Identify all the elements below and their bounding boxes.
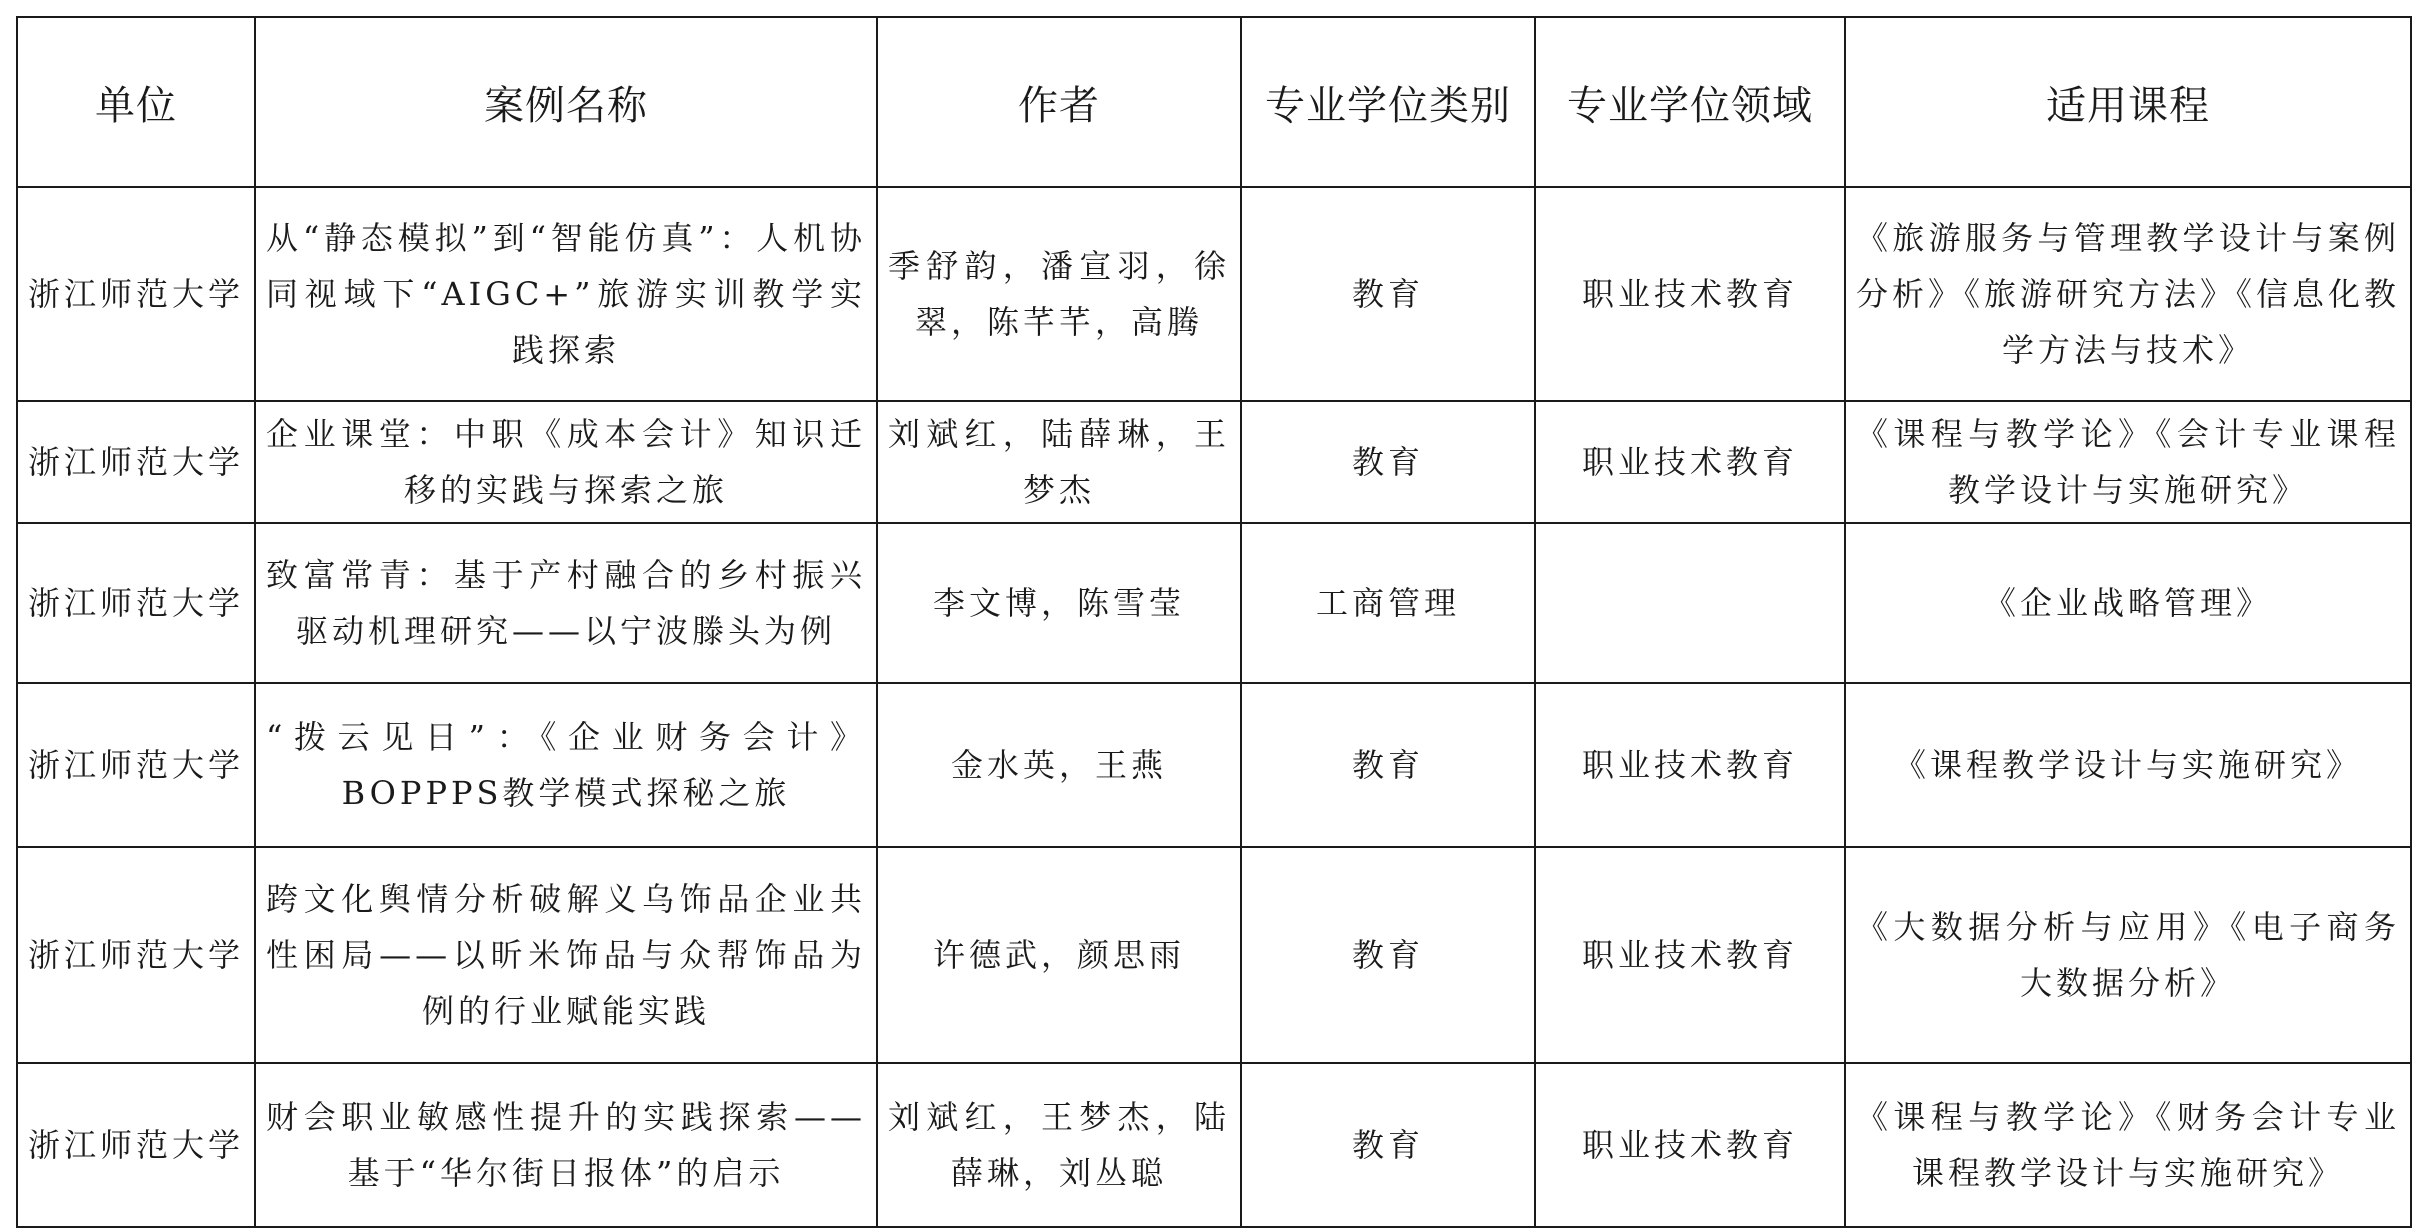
table-row [17,847,2411,1063]
author-cell: 刘斌红，王梦杰，陆薛琳，刘丛聪 [877,1063,1241,1227]
degree-field-cell: 职业技术教育 [1535,401,1845,523]
table-row [17,683,2411,847]
case-title-cell: 致富常青：基于产村融合的乡村振兴驱动机理研究——以宁波滕头为例 [255,523,877,683]
header-category: 专业学位类别 [1241,17,1535,187]
table-row [17,187,2411,401]
unit-cell: 浙江师范大学 [17,187,255,401]
header-row [17,17,2411,187]
author-cell: 季舒韵，潘宣羽，徐翠，陈芊芊，高腾 [877,187,1241,401]
degree-category-cell: 教育 [1241,1063,1535,1227]
table-row [17,523,2411,683]
author-cell: 李文博，陈雪莹 [877,523,1241,683]
author-cell: 金水英，王燕 [877,683,1241,847]
unit-cell: 浙江师范大学 [17,1063,255,1227]
course-cell: 《课程教学设计与实施研究》 [1845,683,2411,847]
degree-category-cell: 教育 [1241,187,1535,401]
case-title-cell: 跨文化舆情分析破解义乌饰品企业共性困局——以昕米饰品与众帮饰品为例的行业赋能实践 [255,847,877,1063]
course-cell: 《课程与教学论》《财务会计专业课程教学设计与实施研究》 [1845,1063,2411,1227]
table-row [17,401,2411,523]
header-author: 作者 [877,17,1241,187]
case-table [16,16,2412,1228]
degree-field-cell: 职业技术教育 [1535,187,1845,401]
author-cell: 许德武，颜思雨 [877,847,1241,1063]
course-cell: 《课程与教学论》《会计专业课程教学设计与实施研究》 [1845,401,2411,523]
degree-field-cell: 职业技术教育 [1535,683,1845,847]
degree-category-cell: 教育 [1241,401,1535,523]
header-title: 案例名称 [255,17,877,187]
header-course: 适用课程 [1845,17,2411,187]
degree-field-cell: 职业技术教育 [1535,1063,1845,1227]
course-cell: 《大数据分析与应用》《电子商务大数据分析》 [1845,847,2411,1063]
header-unit: 单位 [17,17,255,187]
case-title-cell: 从“静态模拟”到“智能仿真”：人机协同视域下“AIGC+”旅游实训教学实践探索 [255,187,877,401]
unit-cell: 浙江师范大学 [17,683,255,847]
unit-cell: 浙江师范大学 [17,523,255,683]
degree-category-cell: 工商管理 [1241,523,1535,683]
case-title-cell: 企业课堂：中职《成本会计》知识迁移的实践与探索之旅 [255,401,877,523]
degree-category-cell: 教育 [1241,847,1535,1063]
table-row [17,1063,2411,1227]
unit-cell: 浙江师范大学 [17,847,255,1063]
author-cell: 刘斌红，陆薛琳，王梦杰 [877,401,1241,523]
unit-cell: 浙江师范大学 [17,401,255,523]
degree-category-cell: 教育 [1241,683,1535,847]
degree-field-cell: 职业技术教育 [1535,847,1845,1063]
degree-field-cell [1535,523,1845,683]
header-field: 专业学位领域 [1535,17,1845,187]
course-cell: 《旅游服务与管理教学设计与案例分析》《旅游研究方法》《信息化教学方法与技术》 [1845,187,2411,401]
course-cell: 《企业战略管理》 [1845,523,2411,683]
case-title-cell: “拨云见日”：《企业财务会计》BOPPPS教学模式探秘之旅 [255,683,877,847]
case-title-cell: 财会职业敏感性提升的实践探索——基于“华尔街日报体”的启示 [255,1063,877,1227]
